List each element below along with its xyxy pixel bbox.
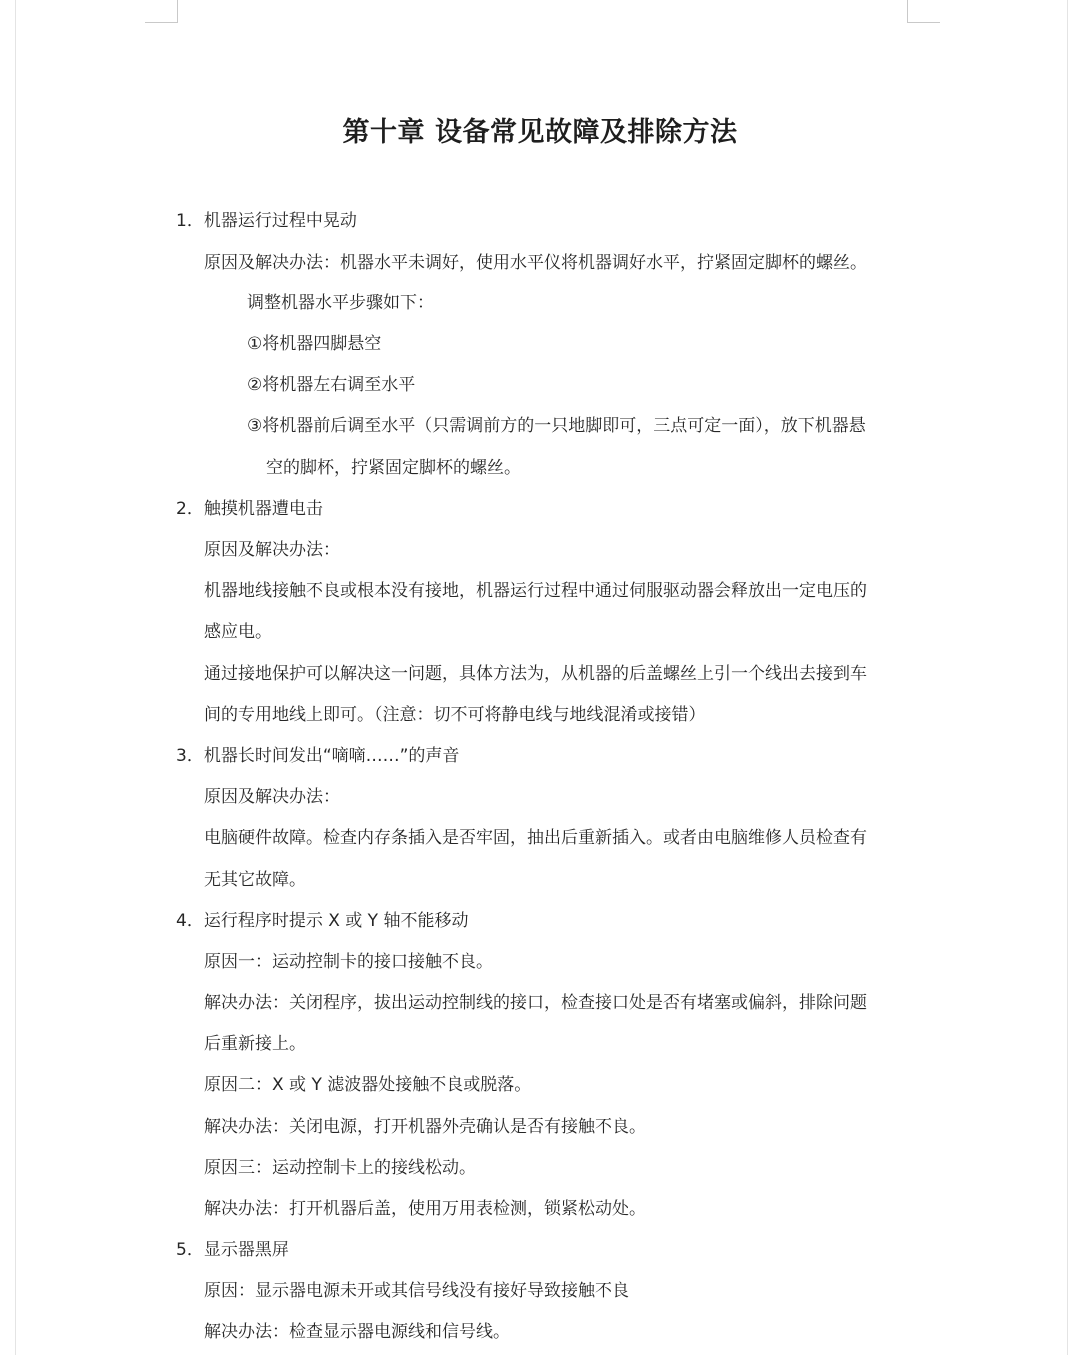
- paragraph-line: 机器地线接触不良或根本没有接地，机器运行过程中通过伺服驱动器会释放出一定电压的: [204, 581, 867, 601]
- paragraph-line: 无其它故障。: [204, 870, 306, 890]
- paragraph-line: 原因及解决办法：机器水平未调好，使用水平仪将机器调好水平，拧紧固定脚杯的螺丝。: [204, 253, 867, 273]
- section-heading-5: 5．显示器黑屏: [176, 1240, 289, 1260]
- margin-corner-mark-left: [145, 0, 178, 23]
- paragraph-line: 解决办法：关闭电源，打开机器外壳确认是否有接触不良。: [204, 1117, 646, 1137]
- paragraph-line: 原因二：X 或 Y 滤波器处接触不良或脱落。: [204, 1075, 532, 1095]
- chapter-title: 第十章 设备常见故障及排除方法: [342, 117, 738, 148]
- paragraph-line: 通过接地保护可以解决这一问题，具体方法为，从机器的后盖螺丝上引一个线出去接到车: [204, 664, 867, 684]
- paragraph-line: 原因三：运动控制卡上的接线松动。: [204, 1158, 476, 1178]
- paragraph-line: 调整机器水平步骤如下：: [247, 293, 434, 313]
- section-heading-2: 2．触摸机器遭电击: [176, 499, 323, 519]
- section-heading-1: 1．机器运行过程中晃动: [176, 211, 357, 231]
- section-heading-3: 3．机器长时间发出“嘀嘀……”的声音: [176, 746, 460, 766]
- paragraph-line: 解决办法：检查显示器电源线和信号线。: [204, 1322, 510, 1342]
- step-item: ①将机器四脚悬空: [247, 334, 382, 354]
- paragraph-line: 原因：显示器电源未开或其信号线没有接好导致接触不良: [204, 1281, 629, 1301]
- paragraph-line: 后重新接上。: [204, 1034, 306, 1054]
- paragraph-line: 间的专用地线上即可。（注意：切不可将静电线与地线混淆或接错）: [204, 705, 706, 725]
- paragraph-line: 电脑硬件故障。检查内存条插入是否牢固，抽出后重新插入。或者由电脑维修人员检查有: [204, 828, 867, 848]
- paragraph-line: 原因及解决办法：: [204, 540, 340, 560]
- paragraph-line: 原因及解决办法：: [204, 787, 340, 807]
- section-heading-4: 4．运行程序时提示 X 或 Y 轴不能移动: [176, 911, 469, 931]
- paragraph-line: 解决办法：关闭程序，拔出运动控制线的接口，检查接口处是否有堵塞或偏斜，排除问题: [204, 993, 867, 1013]
- page-edge-right: [1067, 0, 1068, 1355]
- paragraph-line: 感应电。: [204, 622, 272, 642]
- step-item: ②将机器左右调至水平: [247, 375, 416, 395]
- paragraph-line: 解决办法：打开机器后盖，使用万用表检测，锁紧松动处。: [204, 1199, 646, 1219]
- margin-corner-mark-right: [907, 0, 940, 23]
- paragraph-line: 空的脚杯，拧紧固定脚杯的螺丝。: [266, 458, 521, 478]
- step-item: ③将机器前后调至水平（只需调前方的一只地脚即可，三点可定一面），放下机器悬: [247, 416, 866, 436]
- paragraph-line: 原因一：运动控制卡的接口接触不良。: [204, 952, 493, 972]
- page-edge-left: [15, 0, 16, 1355]
